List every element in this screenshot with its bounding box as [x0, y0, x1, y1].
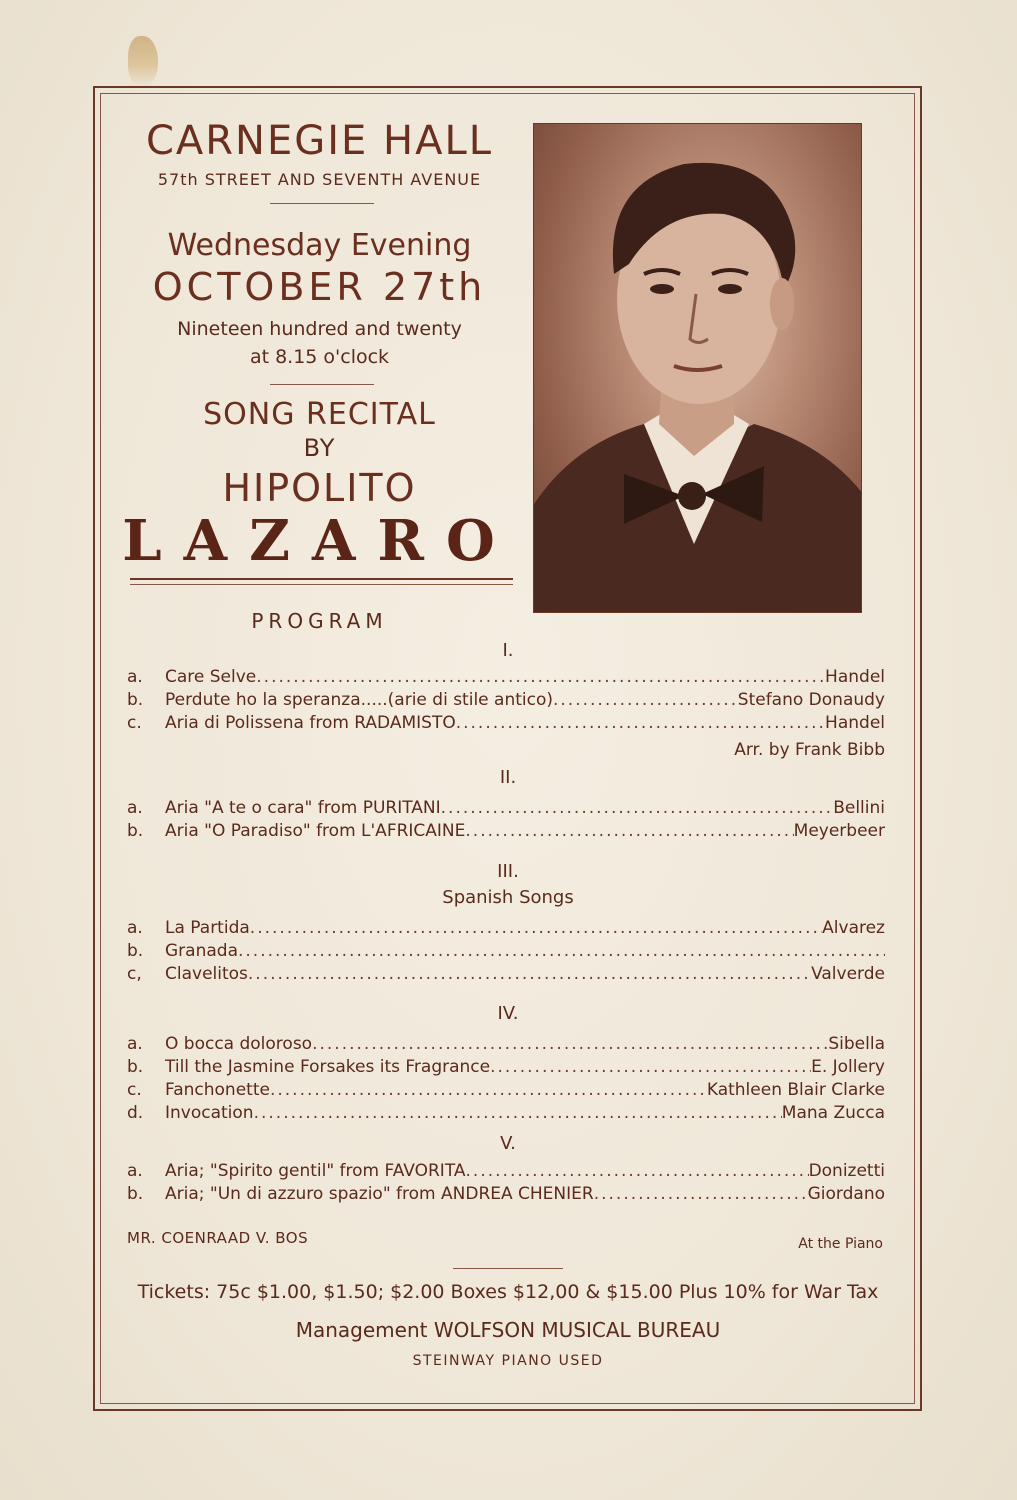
item-letter: c.	[127, 1080, 142, 1100]
item-composer: Giordano	[807, 1184, 885, 1204]
pianist-name: MR. COENRAAD V. BOS	[127, 1229, 309, 1247]
dot-leader	[441, 797, 834, 819]
ticket-prices: Tickets: 75c $1.00, $1.50; $2.00 Boxes $12,00 & $15.00 Plus 10% for War Tax	[137, 1281, 879, 1303]
section-numeral: III.	[497, 861, 519, 882]
venue-name: CARNEGIE HALL	[145, 118, 494, 164]
program-item	[127, 712, 885, 734]
dot-leader	[238, 940, 885, 962]
program-item	[127, 1033, 885, 1055]
item-letter: b.	[127, 690, 144, 710]
item-title: O bocca doloroso	[165, 1034, 313, 1054]
item-title: Granada	[165, 941, 238, 961]
dot-leader	[254, 1102, 782, 1124]
dot-leader	[270, 1079, 707, 1101]
program-item	[127, 963, 885, 985]
item-composer: Valverde	[811, 964, 885, 984]
divider	[270, 203, 374, 204]
double-rule-bottom	[130, 584, 513, 585]
item-title: Invocation	[165, 1103, 254, 1123]
item-composer: Stefano Donaudy	[737, 690, 885, 710]
dot-leader	[553, 689, 738, 711]
item-letter: b.	[127, 821, 144, 841]
program-item	[127, 797, 885, 819]
item-composer: Handel	[825, 667, 885, 687]
program-item	[127, 1183, 885, 1205]
item-letter: a.	[127, 667, 143, 687]
program-item	[127, 1056, 885, 1078]
item-title: La Partida	[165, 918, 250, 938]
program-item	[127, 1079, 885, 1101]
program-item	[127, 940, 885, 962]
item-title: Aria; "Spirito gentil" from FAVORITA	[165, 1161, 466, 1181]
item-composer: Bellini	[833, 798, 885, 818]
item-composer: E. Jollery	[811, 1057, 885, 1077]
dot-leader	[490, 1056, 811, 1078]
item-composer: Alvarez	[822, 918, 885, 938]
item-title: Aria "O Paradiso" from L'AFRICAINE	[165, 821, 466, 841]
dot-leader	[250, 917, 822, 939]
item-letter: a.	[127, 918, 143, 938]
arrangement-note: Arr. by Frank Bibb	[734, 740, 885, 760]
dot-leader	[248, 963, 811, 985]
item-letter: b.	[127, 1184, 144, 1204]
pianist-role: At the Piano	[798, 1236, 883, 1252]
recital-by: BY	[303, 434, 336, 462]
paper-stain	[128, 36, 158, 86]
event-year: Nineteen hundred and twenty	[177, 318, 462, 340]
dot-leader	[256, 666, 825, 688]
item-composer: Meyerbeer	[793, 821, 885, 841]
item-letter: a.	[127, 798, 143, 818]
program-item	[127, 666, 885, 688]
item-title: Aria "A te o cara" from PURITANI	[165, 798, 441, 818]
venue-address: 57th STREET AND SEVENTH AVENUE	[157, 170, 482, 189]
item-composer: Handel	[825, 713, 885, 733]
program-item	[127, 1160, 885, 1182]
dot-leader	[456, 712, 825, 734]
divider	[270, 384, 374, 385]
event-time: at 8.15 o'clock	[249, 346, 390, 368]
item-letter: a.	[127, 1161, 143, 1181]
program-item	[127, 917, 885, 939]
program-title: PROGRAM	[251, 609, 388, 633]
dot-leader	[466, 1160, 809, 1182]
item-letter: c.	[127, 713, 142, 733]
item-letter: b.	[127, 1057, 144, 1077]
item-composer: Mana Zucca	[781, 1103, 885, 1123]
item-title: Clavelitos	[165, 964, 248, 984]
dot-leader	[465, 820, 793, 842]
section-subtitle: Spanish Songs	[442, 887, 574, 908]
item-letter: c,	[127, 964, 142, 984]
program-item	[127, 689, 885, 711]
program-item	[127, 820, 885, 842]
performer-portrait	[533, 123, 862, 613]
item-title: Perdute ho la speranza.....(arie di stile antico)	[165, 690, 553, 710]
item-title: Fanchonette	[165, 1080, 270, 1100]
item-composer: Donizetti	[808, 1161, 885, 1181]
event-date: OCTOBER 27th	[152, 265, 487, 309]
item-title: Aria; "Un di azzuro spazio" from ANDREA CHENIER	[165, 1184, 594, 1204]
item-composer: Kathleen Blair Clarke	[706, 1080, 885, 1100]
program-item	[127, 1102, 885, 1124]
double-rule-top	[130, 578, 513, 580]
item-letter: a.	[127, 1034, 143, 1054]
portrait-illustration	[534, 124, 862, 613]
section-numeral: II.	[499, 767, 517, 788]
event-day: Wednesday Evening	[167, 228, 472, 263]
section-numeral: IV.	[497, 1003, 519, 1024]
performer-first-name: HIPOLITO	[222, 466, 417, 510]
item-letter: b.	[127, 941, 144, 961]
item-title: Aria di Polissena from RADAMISTO	[165, 713, 456, 733]
item-letter: d.	[127, 1103, 144, 1123]
dot-leader	[312, 1033, 828, 1055]
piano-note: STEINWAY PIANO USED	[412, 1353, 604, 1369]
divider	[453, 1268, 563, 1269]
item-title: Till the Jasmine Forsakes its Fragrance	[165, 1057, 491, 1077]
recital-title: SONG RECITAL	[203, 397, 436, 432]
item-title: Care Selve	[165, 667, 257, 687]
item-composer: Sibella	[828, 1034, 885, 1054]
section-numeral: V.	[500, 1133, 516, 1154]
performer-last-name: LAZARO	[122, 508, 517, 574]
dot-leader	[594, 1183, 808, 1205]
management-line: Management WOLFSON MUSICAL BUREAU	[295, 1318, 721, 1342]
section-numeral: I.	[502, 640, 514, 661]
